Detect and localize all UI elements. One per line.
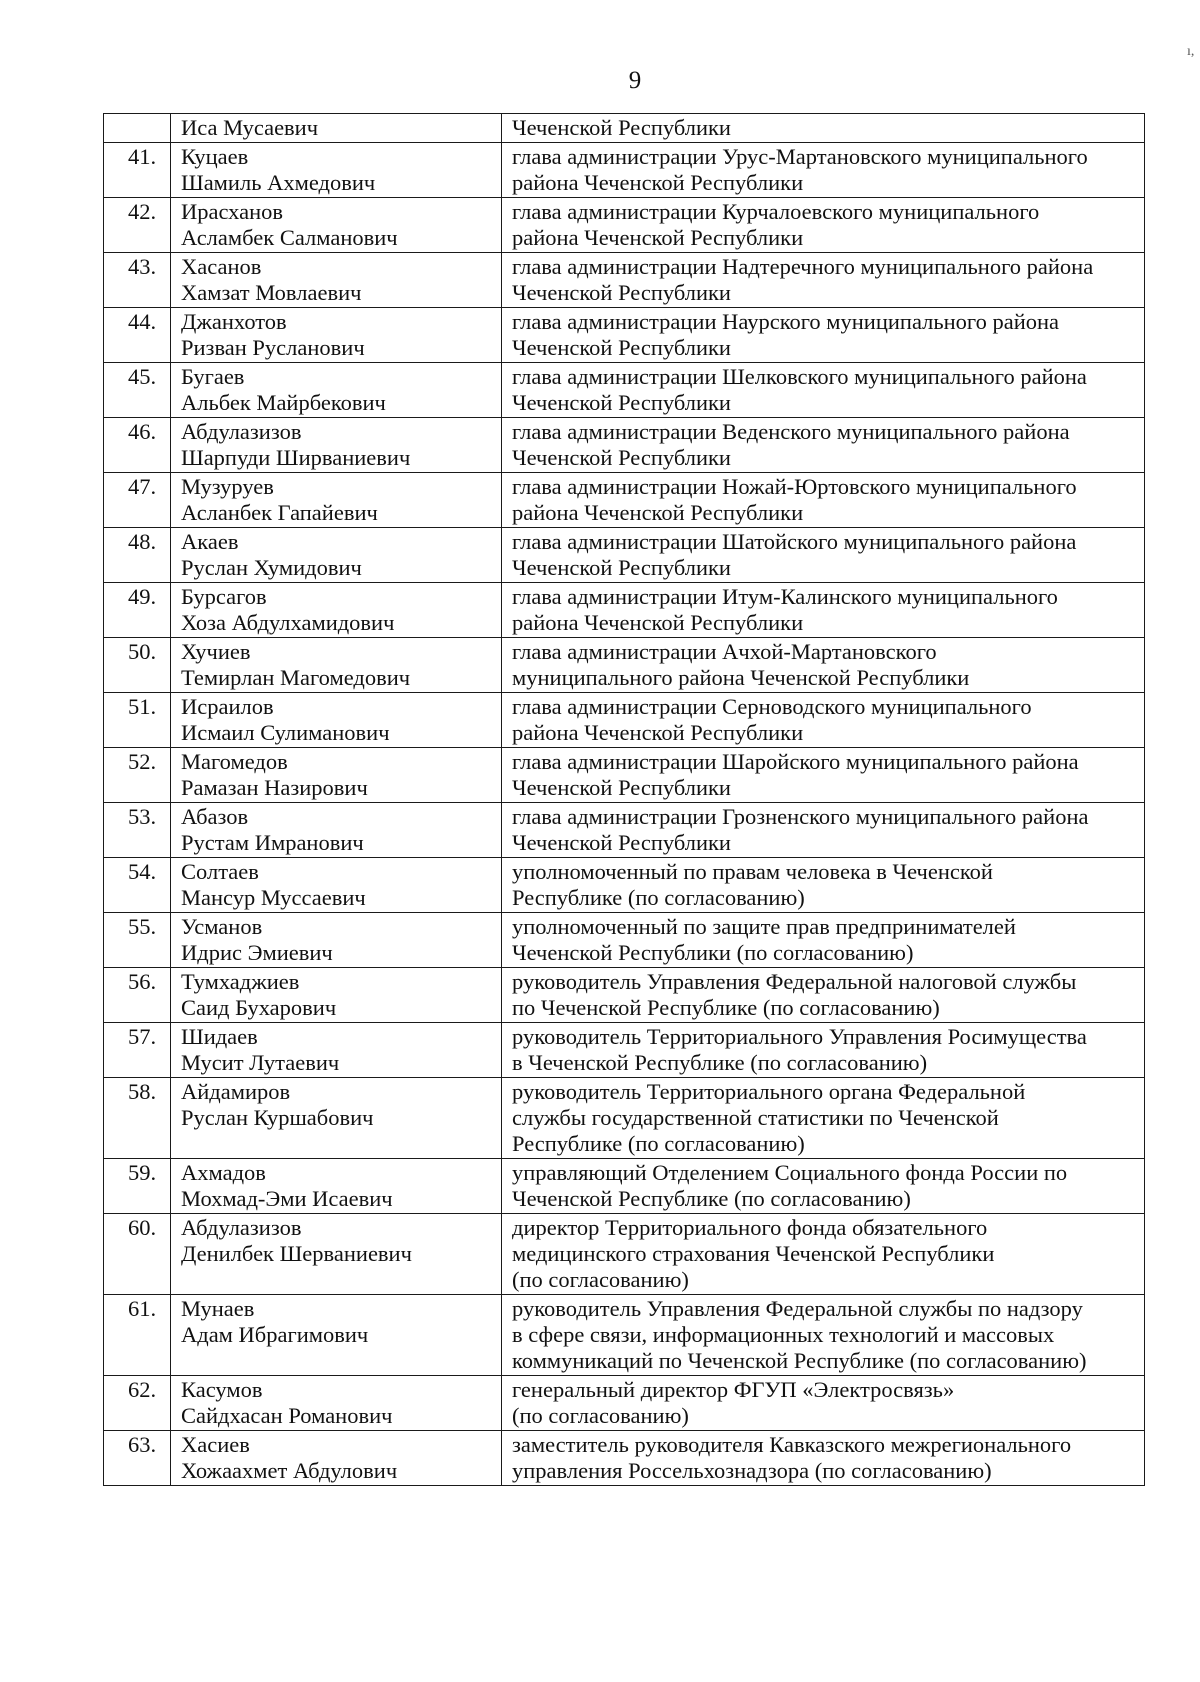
member-position-cell: [502, 638, 1145, 693]
member-position-cell: [502, 803, 1145, 858]
row-number: 52.: [104, 748, 171, 803]
member-position-line: глава администрации Грозненского муниципального района: [512, 804, 1089, 829]
member-name-line: Идрис Эмиевич: [181, 940, 333, 965]
table-row: [104, 858, 1145, 913]
row-number: 50.: [104, 638, 171, 693]
members-table: [103, 113, 1145, 1486]
member-position-cell: [502, 913, 1145, 968]
member-name-line: Мунаев: [181, 1296, 255, 1321]
member-position-line: глава администрации Надтеречного муниципального района: [512, 254, 1094, 279]
member-name-line: Шамиль Ахмедович: [181, 170, 376, 195]
row-number: 58.: [104, 1078, 171, 1159]
member-name-line: Мусит Лутаевич: [181, 1050, 340, 1075]
member-name-line: Тумхаджиев: [181, 969, 300, 994]
member-position-cell: [502, 968, 1145, 1023]
page-number: 9: [628, 67, 642, 94]
member-position-line: (по согласованию): [512, 1267, 689, 1292]
row-number: 59.: [104, 1159, 171, 1214]
member-position-line: района Чеченской Республики: [512, 500, 804, 525]
member-position-line: руководитель Управления Федеральной налоговой службы: [512, 969, 1077, 994]
member-position-line: директор Территориального фонда обязательного: [512, 1215, 988, 1240]
member-position-line: глава администрации Шатойского муниципального района: [512, 529, 1077, 554]
member-position-cell: [502, 1295, 1145, 1376]
row-number: 56.: [104, 968, 171, 1023]
member-name-cell: [171, 748, 502, 803]
member-position-line: Республике (по согласованию): [512, 1131, 805, 1156]
member-name-cell: [171, 803, 502, 858]
member-name-line: Ризван Русланович: [181, 335, 365, 360]
member-name-cell: [171, 198, 502, 253]
row-number: 54.: [104, 858, 171, 913]
member-position-line: по Чеченской Республике (по согласованию): [512, 995, 940, 1020]
member-position-line: глава администрации Шаройского муниципального района: [512, 749, 1079, 774]
member-position-line: уполномоченный по правам человека в Чеченской: [512, 859, 993, 884]
member-name-cell: [171, 143, 502, 198]
member-position-line: службы государственной статистики по Чеченской: [512, 1105, 999, 1130]
member-name-cell: [171, 363, 502, 418]
row-number: 42.: [104, 198, 171, 253]
member-position-cell: [502, 858, 1145, 913]
row-number: 53.: [104, 803, 171, 858]
member-position-cell: [502, 1376, 1145, 1431]
member-position-line: глава администрации Наурского муниципального района: [512, 309, 1060, 334]
member-position-cell: [502, 473, 1145, 528]
member-name-line: Хасанов: [181, 254, 262, 279]
member-position-line: уполномоченный по защите прав предпринимателей: [512, 914, 1016, 939]
table-row: [104, 913, 1145, 968]
member-name-line: Исраилов: [181, 694, 274, 719]
member-name-line: Хучиев: [181, 639, 251, 664]
row-number: 55.: [104, 913, 171, 968]
member-name-cell: [171, 1376, 502, 1431]
member-name-line: Рамазан Назирович: [181, 775, 368, 800]
row-number: 48.: [104, 528, 171, 583]
member-name-cell: [171, 693, 502, 748]
member-name-cell: [171, 528, 502, 583]
member-name-cell: [171, 1023, 502, 1078]
member-position-line: руководитель Территориального Управления Росимущества: [512, 1024, 1087, 1049]
member-position-cell: [502, 418, 1145, 473]
table-row: [104, 803, 1145, 858]
member-position-cell: [502, 1431, 1145, 1486]
member-name-line: Ахмадов: [181, 1160, 266, 1185]
member-name-line: Сайдхасан Романович: [181, 1403, 393, 1428]
member-position-line: Чеченской Республики: [512, 555, 731, 580]
member-name-cell: [171, 913, 502, 968]
member-name-line: Хожаахмет Абдулович: [181, 1458, 398, 1483]
table-row: [104, 1159, 1145, 1214]
member-position-line: коммуникаций по Чеченской Республике (по согласованию): [512, 1348, 1087, 1373]
member-name-line: Хоза Абдулхамидович: [181, 610, 395, 635]
table-row: [104, 748, 1145, 803]
member-position-line: управляющий Отделением Социального фонда России по: [512, 1160, 1068, 1185]
member-position-line: Чеченской Республики: [512, 445, 731, 470]
member-name-line: Шидаев: [181, 1024, 258, 1049]
member-name-line: Рустам Имранович: [181, 830, 364, 855]
table-row: [104, 114, 1145, 143]
member-position-line: медицинского страхования Чеченской Республики: [512, 1241, 995, 1266]
row-number: 49.: [104, 583, 171, 638]
table-row: [104, 473, 1145, 528]
member-position-line: глава администрации Ачхой-Мартановского: [512, 639, 937, 664]
member-position-line: муниципального района Чеченской Республики: [512, 665, 970, 690]
member-name-cell: [171, 968, 502, 1023]
member-name-line: Руслан Куршабович: [181, 1105, 374, 1130]
member-name-line: Магомедов: [181, 749, 288, 774]
member-position-line: руководитель Управления Федеральной службы по надзору: [512, 1296, 1083, 1321]
member-position-line: глава администрации Курчалоевского муниципального: [512, 199, 1040, 224]
member-position-cell: [502, 1078, 1145, 1159]
row-number: 60.: [104, 1214, 171, 1295]
member-name-cell: [171, 114, 502, 143]
member-name-cell: [171, 308, 502, 363]
member-position-cell: [502, 693, 1145, 748]
member-name-line: Хамзат Мовлаевич: [181, 280, 362, 305]
member-position-line: глава администрации Ножай-Юртовского муниципального: [512, 474, 1077, 499]
table-row: [104, 638, 1145, 693]
member-name-line: Шарпуди Ширваниевич: [181, 445, 411, 470]
member-position-line: глава администрации Серноводского муниципального: [512, 694, 1032, 719]
member-name-line: Денилбек Шерваниевич: [181, 1241, 412, 1266]
member-name-cell: [171, 1295, 502, 1376]
member-position-line: управления Россельхознадзора (по согласованию): [512, 1458, 992, 1483]
member-position-line: Республике (по согласованию): [512, 885, 805, 910]
member-name-line: Бурсагов: [181, 584, 267, 609]
member-position-line: Чеченской Республики: [512, 830, 731, 855]
member-position-line: района Чеченской Республики: [512, 170, 804, 195]
member-position-cell: [502, 1023, 1145, 1078]
member-position-line: руководитель Территориального органа Федеральной: [512, 1079, 1026, 1104]
table-row: [104, 143, 1145, 198]
member-position-cell: [502, 748, 1145, 803]
member-position-line: глава администрации Веденского муниципального района: [512, 419, 1070, 444]
member-name-cell: [171, 473, 502, 528]
member-name-line: Касумов: [181, 1377, 263, 1402]
member-position-line: Чеченской Республики (по согласованию): [512, 940, 914, 965]
member-position-line: заместитель руководителя Кавказского межрегионального: [512, 1432, 1072, 1457]
row-number: 62.: [104, 1376, 171, 1431]
table-row: [104, 1431, 1145, 1486]
member-name-line: Куцаев: [181, 144, 249, 169]
member-position-line: района Чеченской Республики: [512, 720, 804, 745]
member-name-cell: [171, 253, 502, 308]
member-position-cell: [502, 143, 1145, 198]
member-name-cell: [171, 1431, 502, 1486]
table-row: [104, 968, 1145, 1023]
member-position-line: глава администрации Итум-Калинского муниципального: [512, 584, 1058, 609]
table-row: [104, 1376, 1145, 1431]
table-row: [104, 363, 1145, 418]
member-name-line: Абдулазизов: [181, 419, 302, 444]
member-position-line: района Чеченской Республики: [512, 610, 804, 635]
row-number: 46.: [104, 418, 171, 473]
members-table-body: [104, 114, 1145, 1486]
member-name-cell: [171, 858, 502, 913]
member-name-cell: [171, 1214, 502, 1295]
member-name-line: Адам Ибрагимович: [181, 1322, 369, 1347]
row-number: 45.: [104, 363, 171, 418]
member-position-cell: [502, 308, 1145, 363]
member-name-line: Руслан Хумидович: [181, 555, 362, 580]
scan-mark: ı,: [1187, 44, 1195, 59]
row-number: 61.: [104, 1295, 171, 1376]
member-name-cell: [171, 418, 502, 473]
member-name-line: Ирасханов: [181, 199, 284, 224]
member-name-line: Альбек Майрбекович: [181, 390, 386, 415]
member-position-cell: [502, 253, 1145, 308]
member-name-cell: [171, 638, 502, 693]
member-position-line: глава администрации Шелковского муниципального района: [512, 364, 1087, 389]
member-name-line: Бугаев: [181, 364, 245, 389]
table-row: [104, 418, 1145, 473]
member-name-line: Асланбек Гапайевич: [181, 500, 378, 525]
member-name-line: Мансур Муссаевич: [181, 885, 366, 910]
row-number: [104, 114, 171, 143]
member-name-line: Мохмад-Эми Исаевич: [181, 1186, 393, 1211]
member-name-line: Айдамиров: [181, 1079, 291, 1104]
row-number: 51.: [104, 693, 171, 748]
member-name-line: Солтаев: [181, 859, 259, 884]
member-name-line: Иса Мусаевич: [181, 115, 319, 140]
member-name-line: Асламбек Салманович: [181, 225, 398, 250]
member-name-line: Абазов: [181, 804, 249, 829]
table-row: [104, 253, 1145, 308]
table-row: [104, 1214, 1145, 1295]
member-name-cell: [171, 1078, 502, 1159]
table-row: [104, 1023, 1145, 1078]
member-name-line: Саид Бухарович: [181, 995, 337, 1020]
row-number: 63.: [104, 1431, 171, 1486]
member-position-cell: [502, 583, 1145, 638]
member-position-line: Чеченской Республики: [512, 390, 731, 415]
member-position-line: Чеченской Республике (по согласованию): [512, 1186, 911, 1211]
row-number: 43.: [104, 253, 171, 308]
member-name-line: Абдулазизов: [181, 1215, 302, 1240]
member-position-line: Чеченской Республики: [512, 115, 731, 140]
member-position-line: в Чеченской Республике (по согласованию): [512, 1050, 928, 1075]
row-number: 57.: [104, 1023, 171, 1078]
row-number: 47.: [104, 473, 171, 528]
member-position-line: района Чеченской Республики: [512, 225, 804, 250]
member-position-cell: [502, 528, 1145, 583]
row-number: 41.: [104, 143, 171, 198]
member-position-line: (по согласованию): [512, 1403, 689, 1428]
table-row: [104, 583, 1145, 638]
member-position-line: Чеченской Республики: [512, 335, 731, 360]
member-name-line: Исмаил Сулиманович: [181, 720, 390, 745]
member-position-cell: [502, 1214, 1145, 1295]
table-row: [104, 1295, 1145, 1376]
member-position-cell: [502, 198, 1145, 253]
member-name-line: Джанхотов: [181, 309, 287, 334]
member-position-line: генеральный директор ФГУП «Электросвязь»: [512, 1377, 955, 1402]
member-position-line: глава администрации Урус-Мартановского муниципального: [512, 144, 1088, 169]
member-position-cell: [502, 363, 1145, 418]
member-position-line: Чеченской Республики: [512, 775, 731, 800]
member-position-cell: [502, 1159, 1145, 1214]
table-row: [104, 308, 1145, 363]
member-position-cell: [502, 114, 1145, 143]
member-name-cell: [171, 583, 502, 638]
member-name-line: Темирлан Магомедович: [181, 665, 411, 690]
member-name-line: Усманов: [181, 914, 263, 939]
member-name-line: Хасиев: [181, 1432, 250, 1457]
member-position-line: Чеченской Республики: [512, 280, 731, 305]
row-number: 44.: [104, 308, 171, 363]
table-row: [104, 693, 1145, 748]
member-position-line: в сфере связи, информационных технологий и массовых: [512, 1322, 1055, 1347]
table-row: [104, 528, 1145, 583]
member-name-line: Музуруев: [181, 474, 274, 499]
member-name-line: Акаев: [181, 529, 239, 554]
member-name-cell: [171, 1159, 502, 1214]
table-row: [104, 198, 1145, 253]
table-row: [104, 1078, 1145, 1159]
